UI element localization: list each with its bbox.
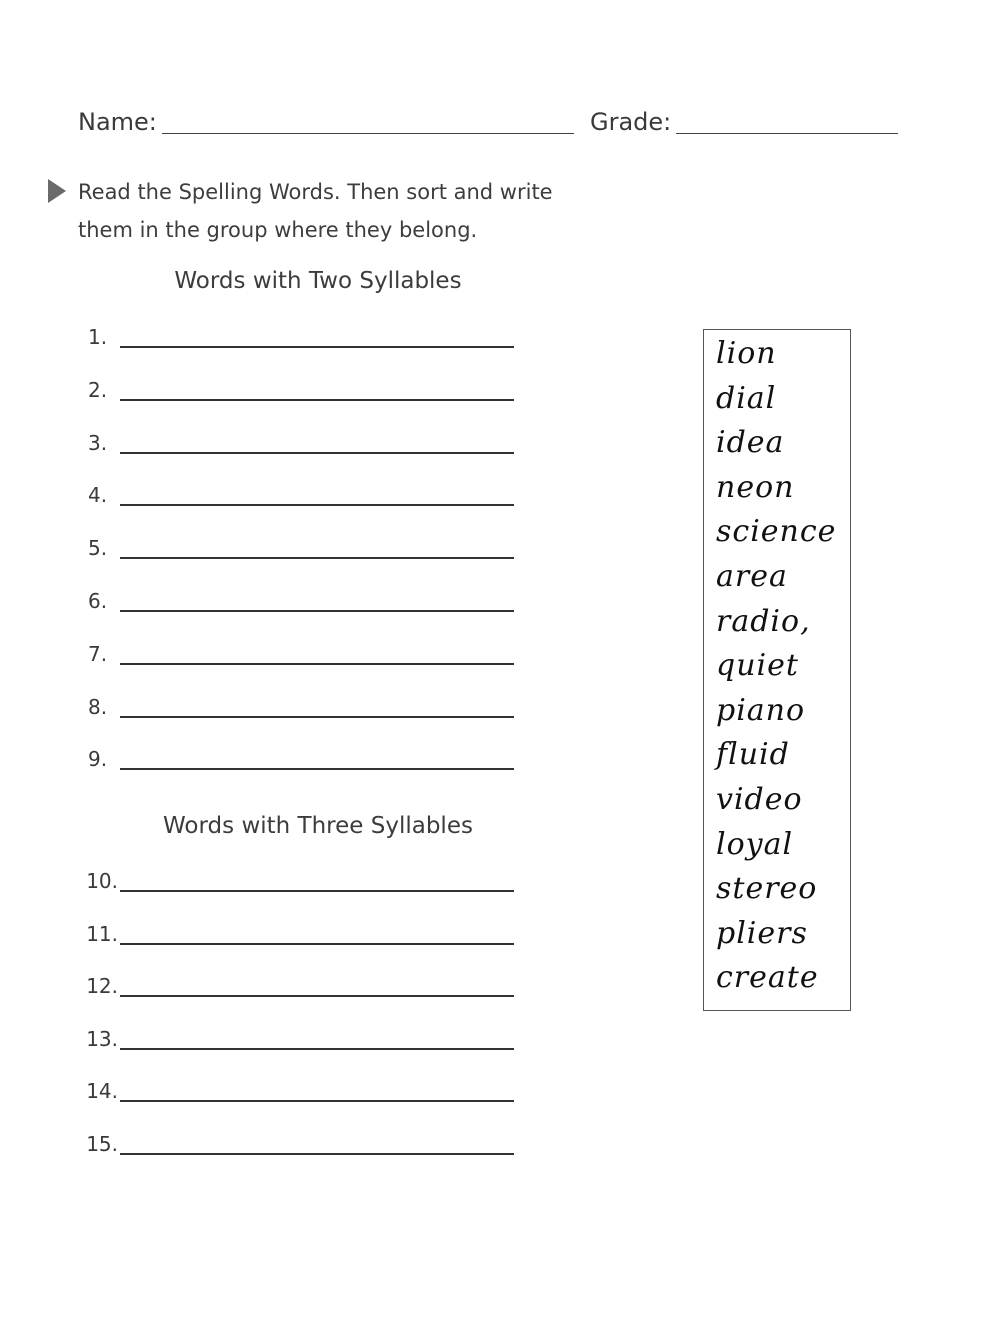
answer-line[interactable]: [120, 943, 514, 945]
item-number: 15.: [86, 1132, 118, 1156]
answer-row: [78, 428, 518, 458]
answer-line[interactable]: [120, 716, 514, 718]
answer-row: [78, 866, 518, 896]
item-number: 14.: [86, 1079, 118, 1104]
answer-line[interactable]: [120, 1048, 514, 1050]
word-bank-item: radio,: [716, 603, 811, 639]
item-number: 12.: [86, 974, 118, 999]
word-bank-item: create: [716, 960, 819, 996]
word-bank-item: area: [716, 559, 788, 594]
word-bank-item: science: [716, 514, 837, 550]
answer-row: [78, 692, 518, 722]
item-number: 10.: [86, 869, 118, 893]
word-bank-item: loyal: [716, 826, 794, 862]
answer-row: [78, 586, 518, 616]
answer-row: [78, 919, 518, 949]
item-number: 6.: [88, 589, 108, 613]
answer-row: [78, 322, 518, 352]
answer-line[interactable]: [120, 504, 514, 506]
answer-row: [78, 971, 518, 1001]
answer-line[interactable]: [120, 890, 514, 892]
word-bank-item: fluid: [716, 737, 790, 773]
answer-line[interactable]: [120, 610, 514, 612]
word-bank-item: dial: [716, 380, 777, 416]
answer-row: [78, 375, 518, 405]
word-bank-item: lion: [716, 336, 777, 371]
answer-row: [78, 1076, 518, 1106]
word-bank-item: stereo: [716, 871, 818, 907]
answer-row: [78, 1024, 518, 1054]
answer-line[interactable]: [120, 995, 514, 997]
answer-row: [78, 744, 518, 774]
item-number: 5.: [88, 536, 108, 561]
item-number: 3.: [88, 430, 108, 455]
answer-line[interactable]: [120, 452, 514, 454]
answer-line[interactable]: [120, 346, 514, 348]
item-number: 8.: [88, 694, 108, 719]
answer-row: [78, 639, 518, 669]
answer-row: [78, 1129, 518, 1159]
item-number: 2.: [88, 377, 108, 402]
section-heading-three-syllables: Words with Three Syllables: [163, 813, 473, 839]
item-number: 9.: [88, 747, 108, 772]
answer-row: [78, 480, 518, 510]
grade-field[interactable]: [676, 133, 898, 134]
play-arrow-icon: [48, 179, 66, 203]
answer-line[interactable]: [120, 663, 514, 665]
answer-line[interactable]: [120, 557, 514, 559]
item-number: 11.: [86, 921, 118, 946]
section-heading-two-syllables: Words with Two Syllables: [174, 268, 462, 294]
word-bank-item: neon: [716, 469, 795, 505]
instructions-text: Read the Spelling Words. Then sort and write them in the group where they belong.: [78, 180, 553, 242]
word-bank-item: idea: [716, 425, 785, 461]
header-row: [78, 104, 908, 140]
answer-line[interactable]: [120, 768, 514, 770]
word-bank-item: piano: [716, 692, 806, 728]
answer-row: [78, 533, 518, 563]
name-field[interactable]: [162, 133, 574, 134]
answer-line[interactable]: [120, 1100, 514, 1102]
word-bank: [703, 329, 851, 1011]
item-number: 1.: [88, 325, 108, 349]
answer-line[interactable]: [120, 399, 514, 401]
word-bank-item: quiet: [716, 648, 799, 684]
word-bank-item: pliers: [716, 915, 808, 951]
grade-label: Grade:: [590, 108, 672, 136]
item-number: 4.: [88, 483, 108, 508]
item-number: 13.: [86, 1026, 118, 1051]
word-bank-item: video: [716, 782, 803, 817]
name-label: Name:: [78, 108, 157, 136]
answer-line[interactable]: [120, 1153, 514, 1155]
item-number: 7.: [88, 641, 108, 666]
